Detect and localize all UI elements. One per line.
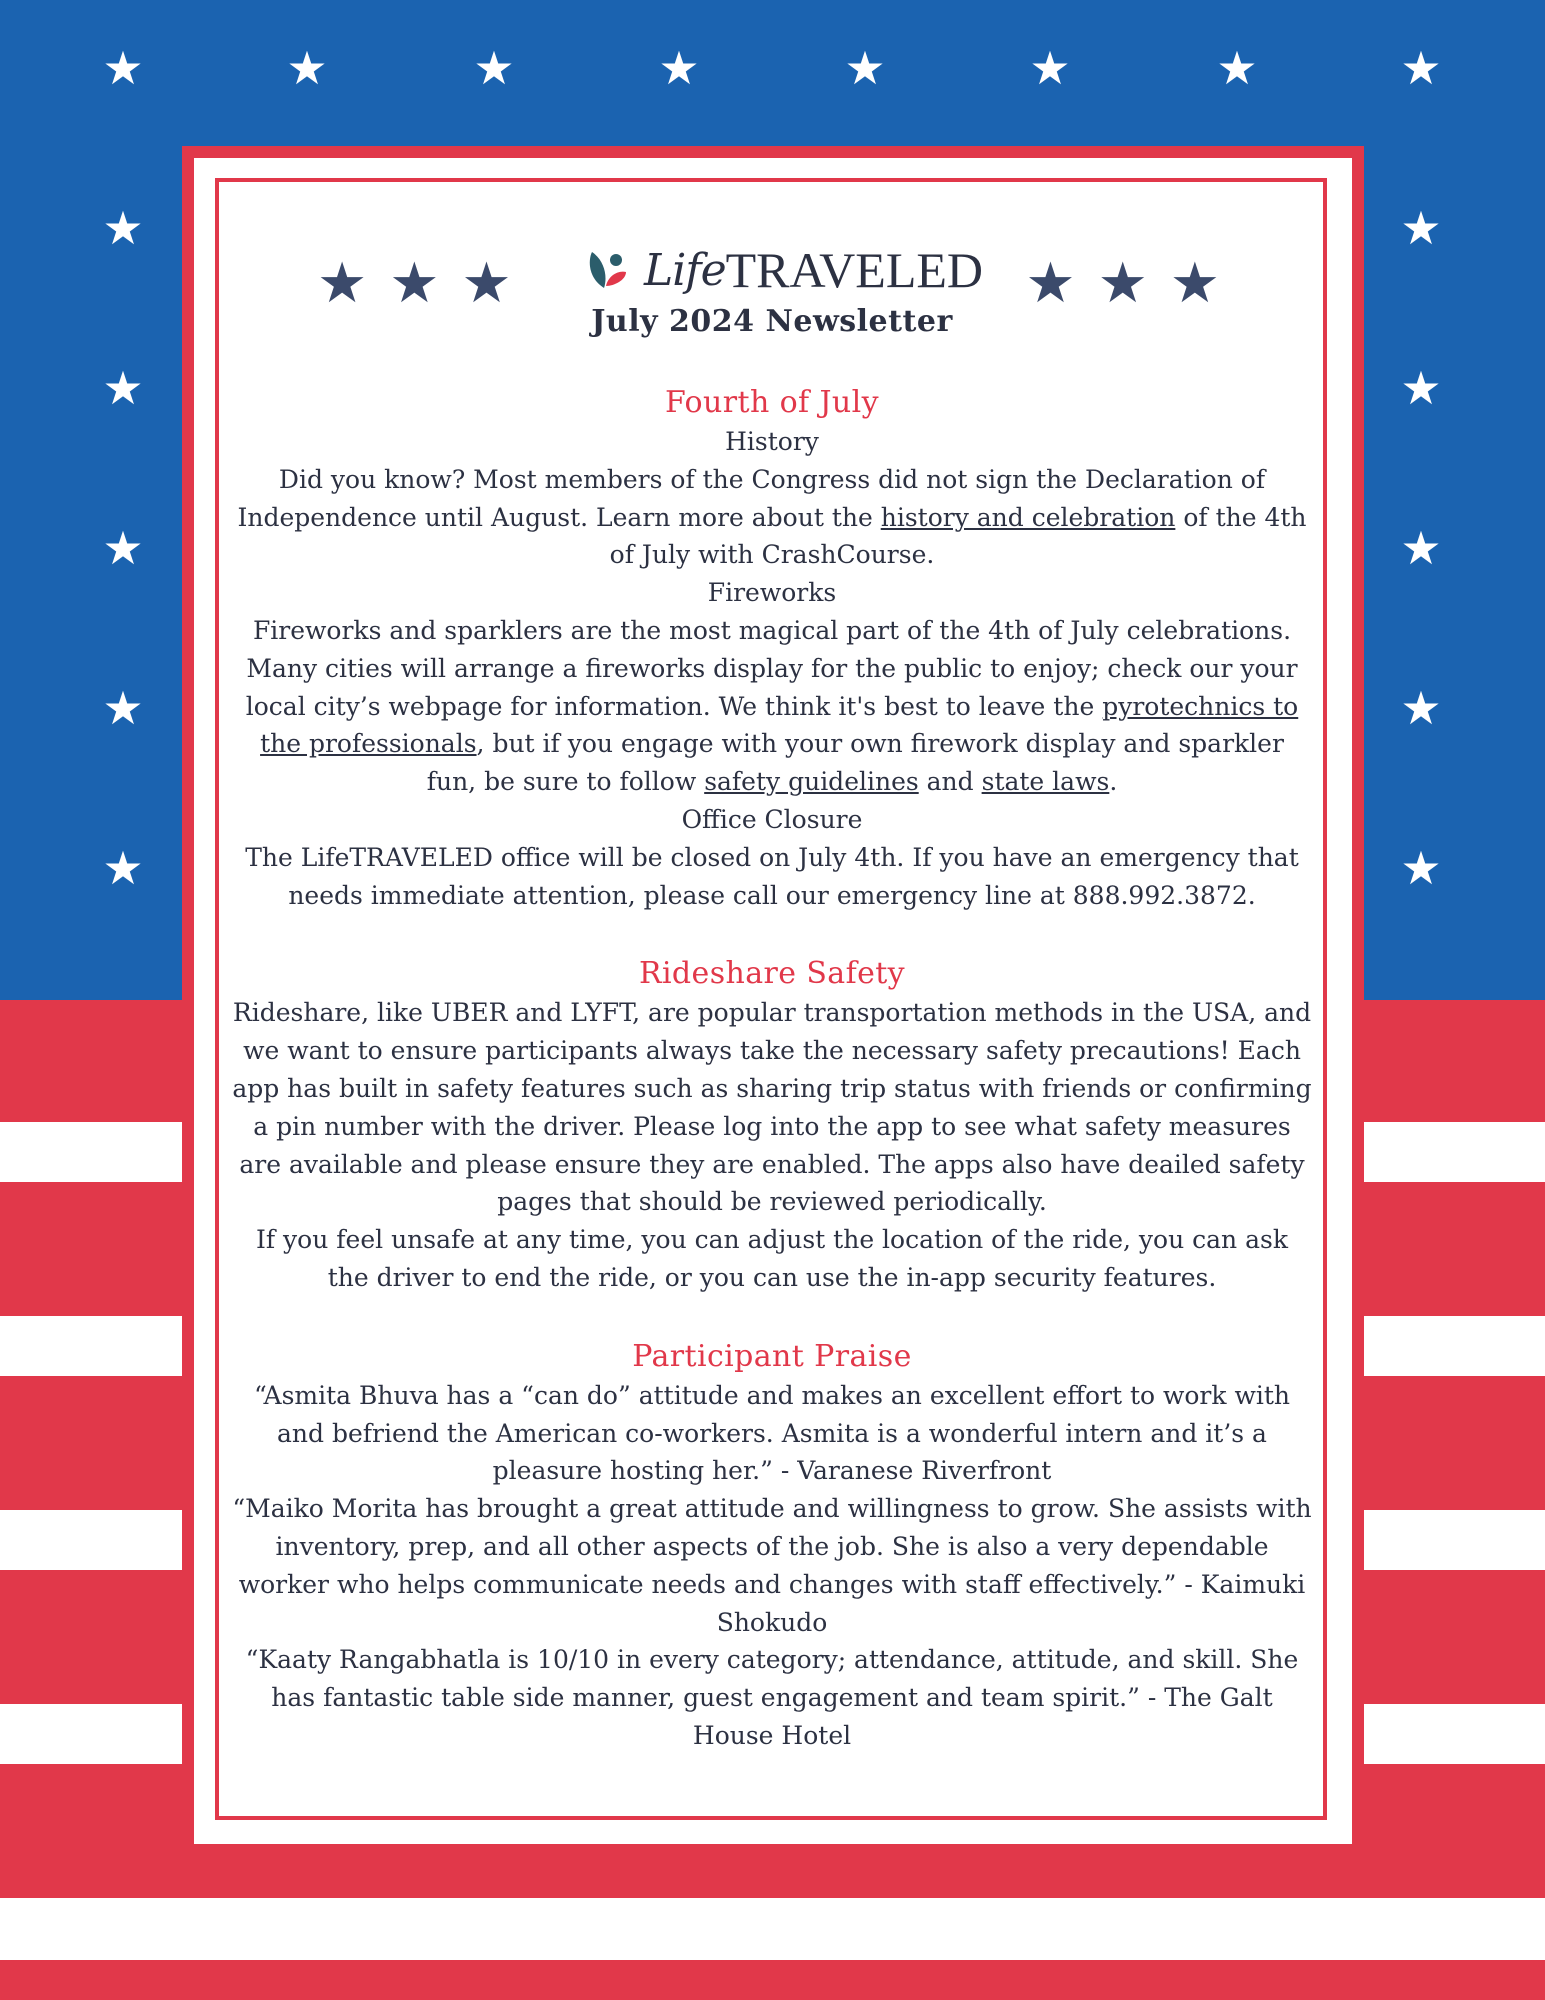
rideshare-paragraph: Rideshare, like UBER and LYFT, are popular transportation methods in the USA, and we want to ensure participants always take the necessary safety precautions! Each app has built in safety features such as sharing trip status with friends or confirming a pin number with the driver. Please log into the app to see what safety measures are available and please ensure they are enabled. The apps also have deailed safety pages that should be reviewed periodically. (232, 998, 1312, 1217)
office-closure-paragraph: The LifeTRAVELED office will be closed on July 4th. If you have an emergency that needs immediate attention, please call our emergency line at 888.992.3872. (245, 842, 1299, 910)
fireworks-text: Fireworks and sparklers are the most magical part of the 4th of July celebrations. Many cities will arrange a fireworks display for the public to enjoy; check our your local city’s webpage for information. We think it's best to leave the (245, 615, 1298, 721)
star-icon: ★ (102, 41, 144, 95)
star-icon: ★ (1097, 251, 1148, 316)
praise-quote: “Asmita Bhuva has a “can do” attitude and makes an excellent effort to work with and befriend the American co-workers. Asmita is a wonderful intern and it’s a pleasure hosting her.” - Varanese Riverfront (253, 1380, 1291, 1486)
star-icon: ★ (658, 41, 700, 95)
star-icon: ★ (102, 681, 144, 735)
flag-stripe (0, 1960, 1545, 2000)
fireworks-paragraph (232, 612, 1312, 801)
praise-quote: “Maiko Morita has brought a great attitude and willingness to grow. She assists with inventory, prep, and all other aspects of the job. She is also a very dependable worker who helps communicate needs and changes with staff effectively.” - Kaimuki Shokudo (232, 1494, 1312, 1637)
star-icon: ★ (102, 521, 144, 575)
star-icon: ★ (473, 41, 515, 95)
logo-traveled-text: TRAVELED (725, 242, 984, 298)
section-title-fourth-of-july: Fourth of July (664, 385, 879, 420)
star-icon: ★ (1400, 521, 1442, 575)
star-icon: ★ (461, 251, 512, 316)
star-icon: ★ (389, 251, 440, 316)
star-icon: ★ (102, 361, 144, 415)
newsletter-header (232, 240, 1312, 316)
fireworks-text: and (918, 767, 982, 797)
star-icon: ★ (1025, 251, 1076, 316)
star-icon: ★ (286, 41, 328, 95)
pyrotechnics-link[interactable]: pyrotechnics to the professionals (260, 691, 1299, 759)
star-icon: ★ (102, 841, 144, 895)
star-icon: ★ (1400, 201, 1442, 255)
star-icon: ★ (1216, 41, 1258, 95)
star-icon: ★ (1400, 681, 1442, 735)
newsletter-content (232, 240, 1312, 1755)
logo-mark-icon (584, 246, 632, 294)
star-icon: ★ (1400, 41, 1442, 95)
subheading-office-closure: Office Closure (681, 804, 863, 834)
star-icon: ★ (1169, 251, 1220, 316)
section-title-rideshare-safety: Rideshare Safety (638, 956, 906, 992)
subheading-history: History (725, 427, 819, 456)
star-icon: ★ (102, 201, 144, 255)
decorative-stars-right (1025, 251, 1220, 316)
praise-quote: “Kaaty Rangabhatla is 10/10 in every category; attendance, attitude, and skill. She has fantastic table side manner, guest engagement and team spirit.” - The Galt House Hotel (245, 1645, 1299, 1750)
history-text: of the 4th of July with CrashCourse. (609, 502, 1307, 570)
safety-guidelines-link[interactable]: safety guidelines (704, 767, 919, 797)
fireworks-text: , but if you engage with your own firework display and sparkler fun, be sure to follow (426, 729, 1284, 797)
star-icon: ★ (317, 251, 368, 316)
subheading-fireworks: Fireworks (707, 578, 837, 608)
flag-stripe (0, 1898, 1545, 1960)
rideshare-paragraph: If you feel unsafe at any time, you can adjust the location of the ride, you can ask the driver to end the ride, or you can use the in-app security features. (255, 1225, 1288, 1292)
history-celebration-link[interactable]: history and celebration (880, 502, 1176, 532)
history-text: Did you know? Most members of the Congress did not sign the Declaration of Independence until August. Learn more about the (237, 464, 1266, 532)
star-icon: ★ (1029, 41, 1071, 95)
state-laws-link[interactable]: state laws (981, 767, 1110, 797)
section-title-participant-praise: Participant Praise (632, 1338, 912, 1374)
star-icon: ★ (1400, 361, 1442, 415)
star-icon: ★ (1400, 841, 1442, 895)
logo-life-text: Life (644, 244, 726, 296)
star-icon: ★ (844, 41, 886, 95)
lifetraveled-logo (584, 244, 983, 296)
newsletter-subtitle: July 2024 Newsletter (591, 304, 953, 339)
decorative-stars-left (317, 251, 512, 316)
history-paragraph (232, 461, 1312, 574)
fireworks-text: . (1109, 767, 1118, 797)
